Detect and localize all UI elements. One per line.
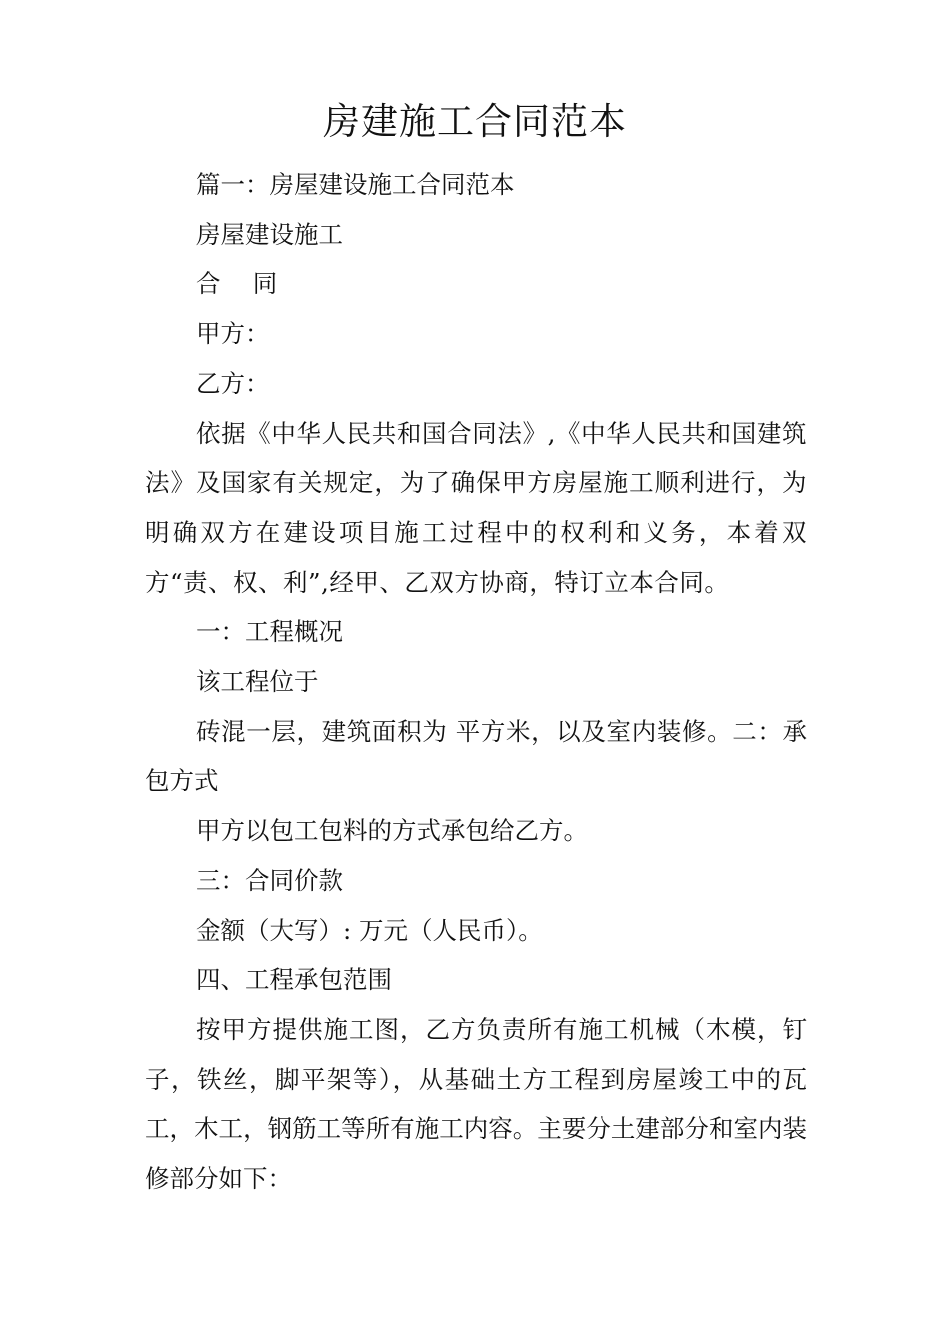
section-heading-scope: 四、工程承包范围 bbox=[196, 965, 392, 995]
contracting-method-paragraph: 甲方以包工包料的方式承包给乙方。 bbox=[196, 816, 588, 846]
document-body bbox=[145, 160, 807, 1204]
document-title: 房建施工合同范本 bbox=[323, 100, 627, 143]
section-heading-part-one: 篇一：房屋建设施工合同范本 bbox=[196, 170, 515, 199]
contract-subtitle-line-1: 房屋建设施工 bbox=[196, 219, 343, 249]
contract-amount-line: 金额（大写）: 万元（人民币）。 bbox=[196, 915, 543, 945]
scope-paragraph: 按甲方提供施工图，乙方负责所有施工机械（木模，钉子，铁丝，脚平架等），从基础土方工程到房屋竣工中的瓦工，木工，钢筋工等所有施工内容。主要分土建部分和室内装修部分如下： bbox=[145, 1014, 807, 1194]
project-structure-paragraph: 砖混一层，建筑面积为 平方米，以及室内装修。二：承包方式 bbox=[145, 716, 807, 796]
contract-subtitle-line-2: 合 同 bbox=[196, 269, 278, 299]
project-location: 该工程位于 bbox=[196, 667, 319, 697]
section-heading-contract-price: 三：合同价款 bbox=[196, 865, 343, 895]
section-heading-project-overview: 一：工程概况 bbox=[196, 617, 343, 647]
party-a-label: 甲方： bbox=[196, 319, 270, 349]
party-b-label: 乙方： bbox=[196, 368, 270, 398]
preamble-paragraph: 依据《中华人民共和国合同法》,《中华人民共和国建筑法》及国家有关规定，为了确保甲方房屋施工顺利进行，为明确双方在建设项目施工过程中的权利和义务，本着双方“责、权、利”,经甲、乙双方协商，特订立本合同。 bbox=[145, 418, 807, 597]
